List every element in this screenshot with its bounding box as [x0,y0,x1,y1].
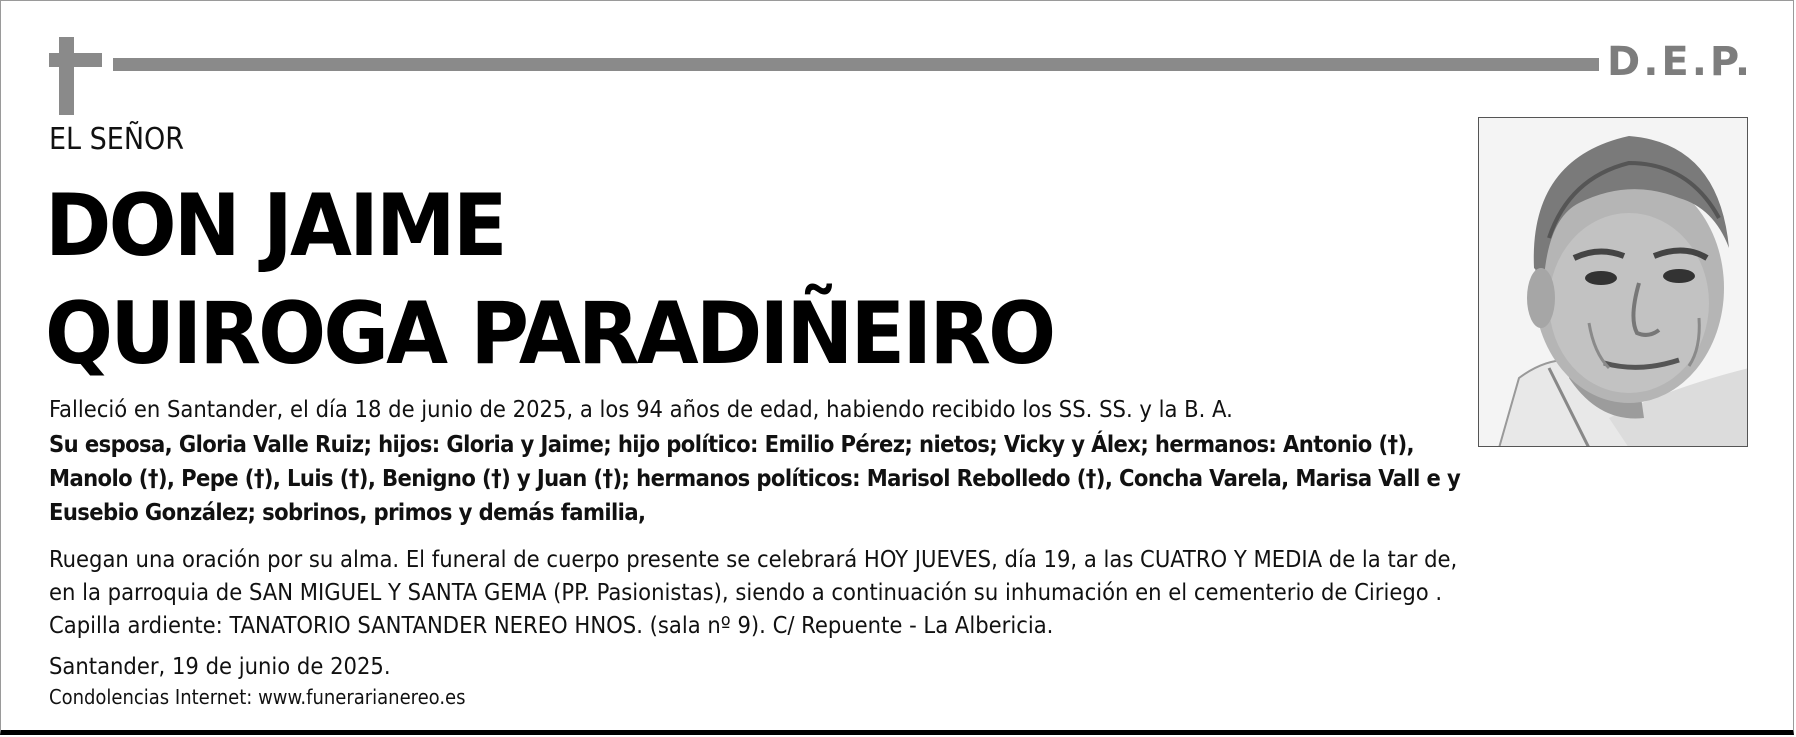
family-line: Manolo (†), Pepe (†), Luis (†), Benigno (†) y Juan (†); hermanos políticos: Marisol Rebolledo (†), Concha Varela, Marisa Vall e y [49,464,1461,492]
honorific: EL SEÑOR [49,122,185,157]
funeral-paragraph [49,543,1549,642]
funeral-line: Ruegan una oración por su alma. El funeral de cuerpo presente se celebrará HOY JUEVES, día 19, a las CUATRO Y MEDIA de la tar de, [49,545,1458,573]
place-date: Santander, 19 de junio de 2025. [49,652,391,680]
family-paragraph [49,427,1489,529]
header-rule [113,58,1599,71]
family-line: Su esposa, Gloria Valle Ruiz; hijos: Gloria y Jaime; hijo político: Emilio Pérez; nietos; Vicky y Álex; hermanos: Antonio (†), [49,430,1414,458]
funeral-line: en la parroquia de SAN MIGUEL Y SANTA GEMA (PP. Pasionistas), siendo a continuación su inhumación en el cementerio de Ciriego . [49,578,1443,606]
name-line-1: DON JAIME [45,176,505,276]
condolences-link: Condolencias Internet: www.funerarianereo.es [49,685,466,709]
funeral-line: Capilla ardiente: TANATORIO SANTANDER NEREO HNOS. (sala nº 9). C/ Repuente - La Albericia. [49,611,1054,639]
death-notice: Falleció en Santander, el día 18 de junio de 2025, a los 94 años de edad, habiendo recibido los SS. SS. y la B. A. [49,395,1233,423]
family-line: Eusebio González; sobrinos, primos y demás familia, [49,498,646,526]
dep-label: D.E.P. [1607,39,1754,85]
cross-icon-bar [49,53,102,67]
name-line-2: QUIROGA PARADIÑEIRO [45,284,1054,384]
cross-icon [59,37,74,115]
